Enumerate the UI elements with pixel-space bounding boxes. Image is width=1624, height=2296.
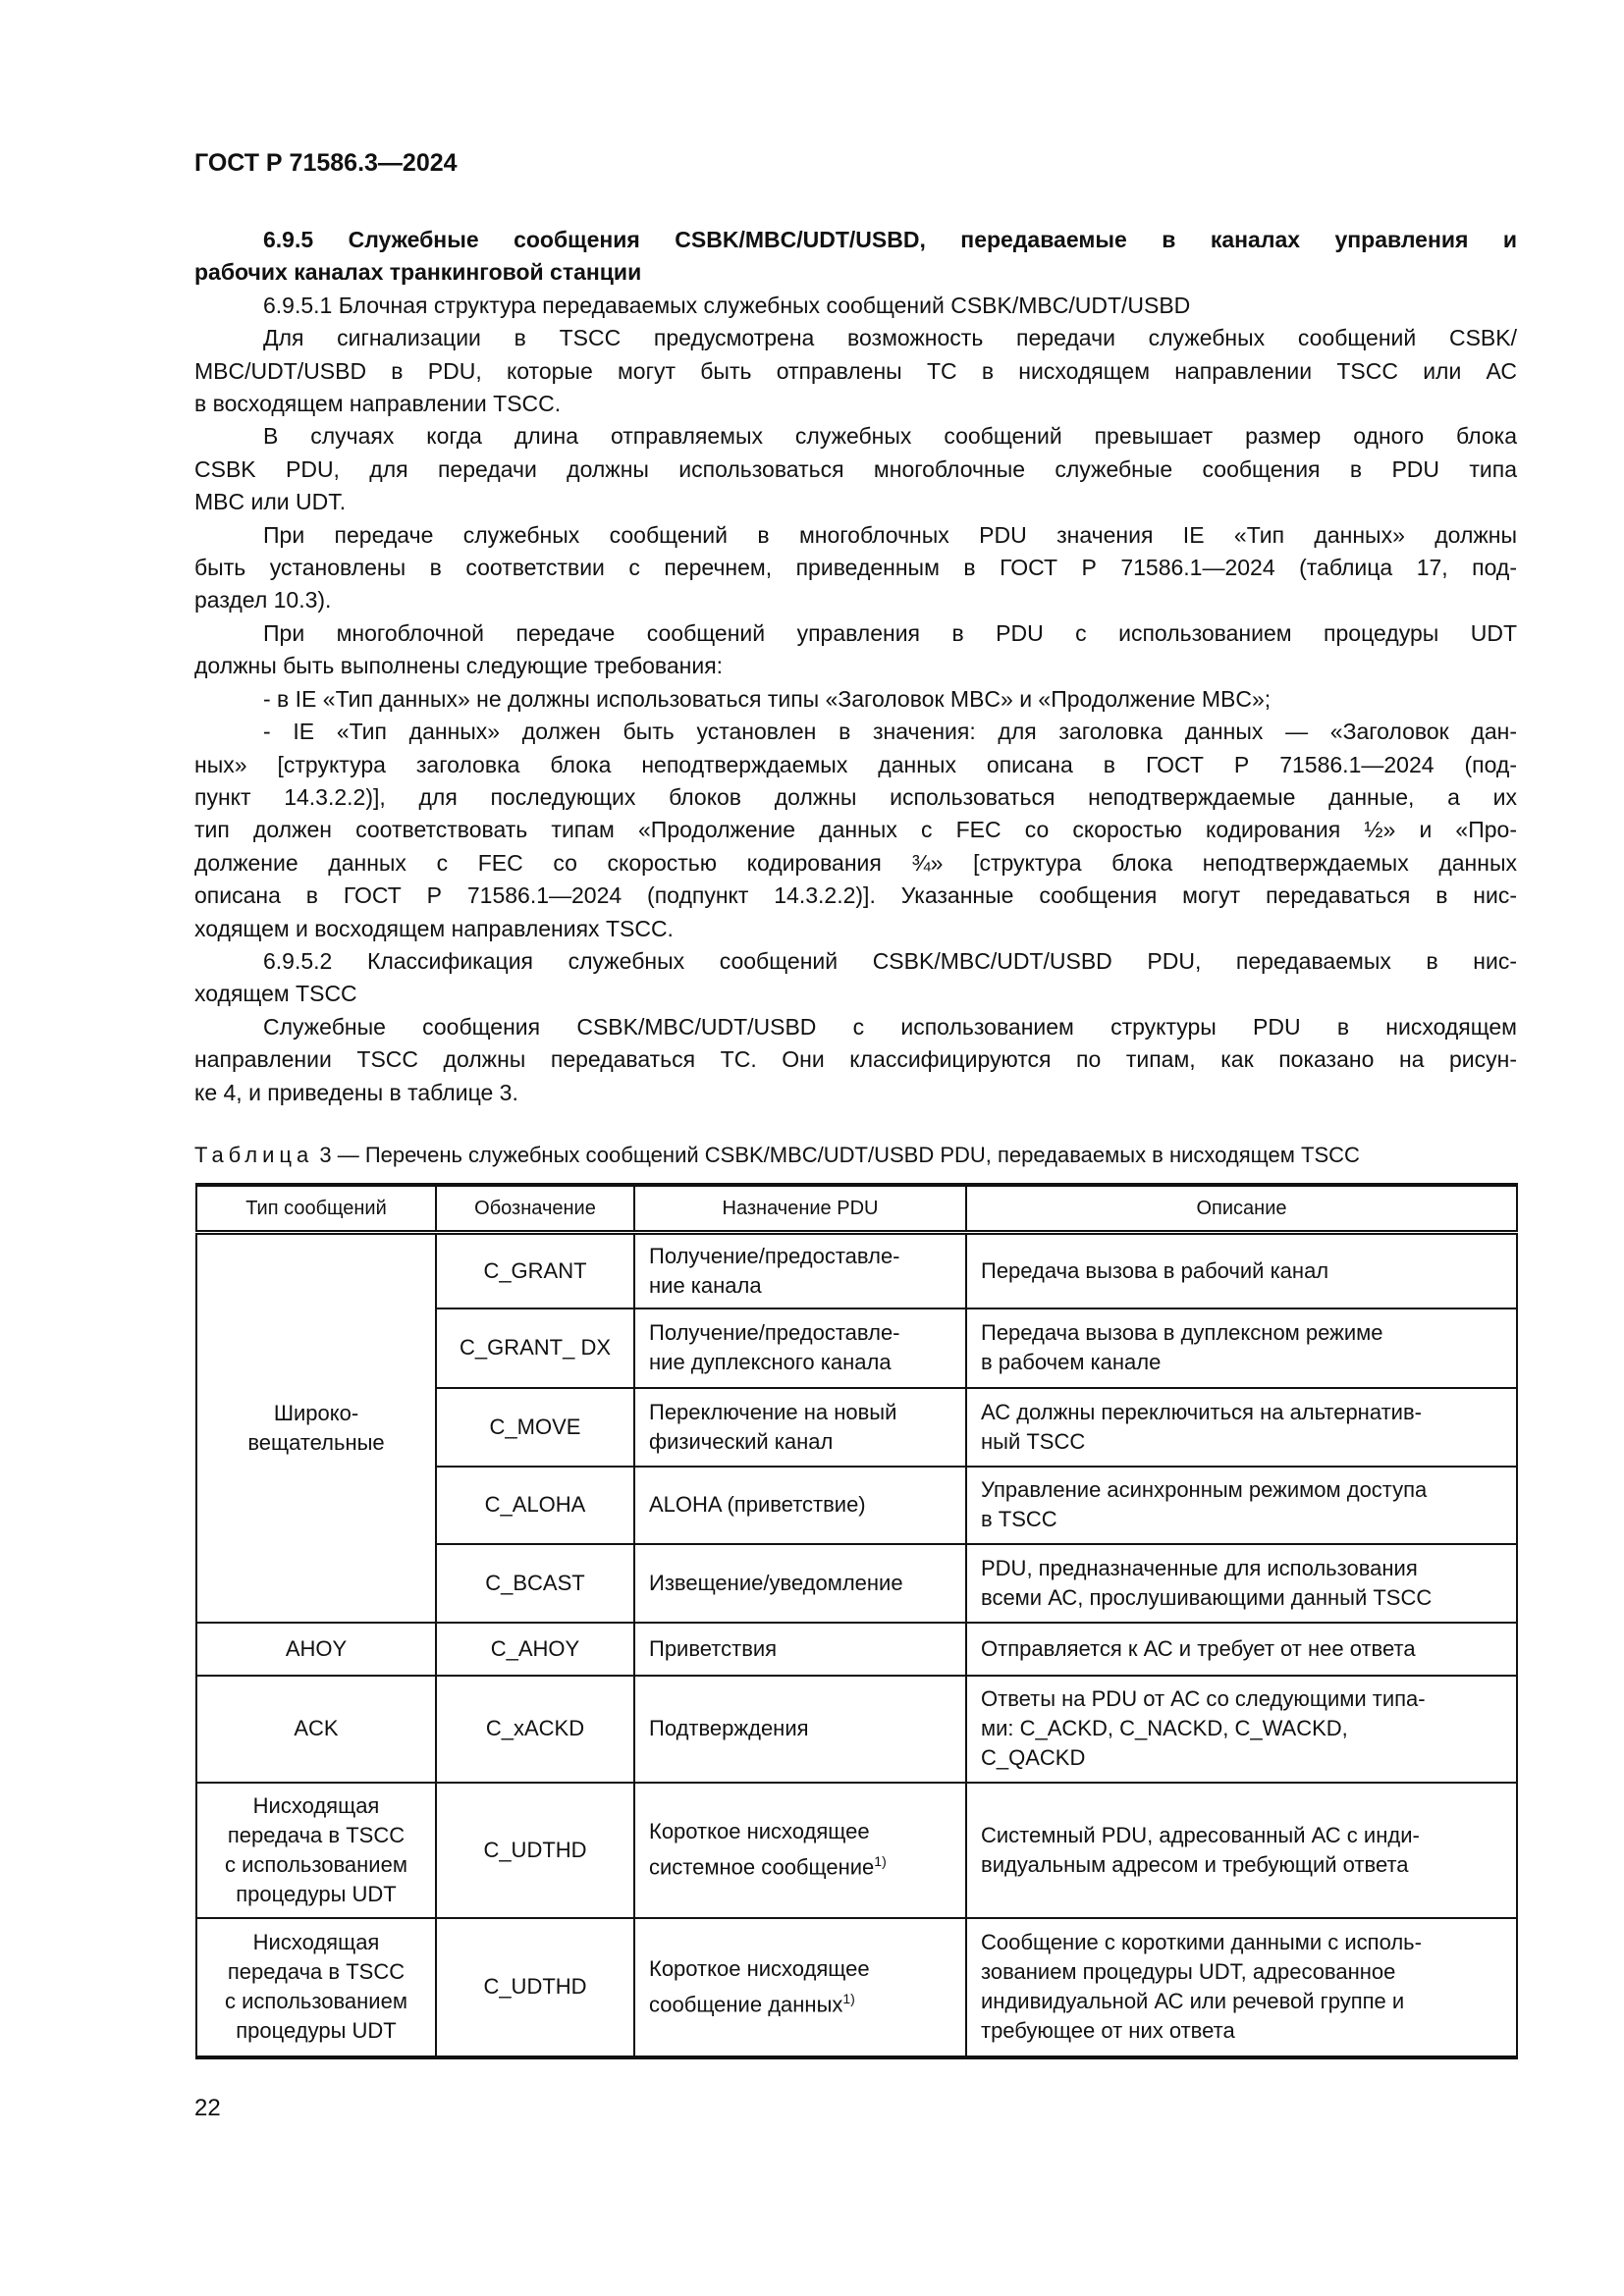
text-line: рабочих каналах транкинговой станции: [194, 259, 642, 286]
cell-purpose: [634, 1918, 966, 2057]
text-line: описана в ГОСТ Р 71586.1—2024 (подпункт 14.3.2.2)]. Указанные сообщения могут передаваться в нис-: [194, 882, 1517, 909]
cell-purpose-text: Извещение/уведомление: [649, 1570, 903, 1595]
cell-code-text: C_BCAST: [485, 1570, 585, 1595]
text-line: При многоблочной передаче сообщений управления в PDU с использованием процедуры UDT: [263, 619, 1517, 646]
table-caption-label: Таблица: [194, 1143, 314, 1167]
text-line: ке 4, и приведены в таблице 3.: [194, 1079, 518, 1105]
cell-type-text: AHOY: [285, 1635, 348, 1661]
cell-purpose: [634, 1233, 966, 1308]
cell-description-text: Сообщение с короткими данными с исполь- зованием процедуры UDT, адресованное индивидуальной АС или речевой группе и требующее от них ответа: [981, 1930, 1422, 2043]
cell-type: [196, 1918, 436, 2057]
cell-code: [436, 1544, 634, 1623]
cell-code: [436, 1388, 634, 1467]
cell-code: [436, 1623, 634, 1676]
paragraph: [194, 716, 1517, 945]
text-line: Для сигнализации в TSCC предусмотрена возможность передачи служебных сообщений CSBK/: [263, 325, 1517, 351]
cell-code-text: C_AHOY: [490, 1635, 580, 1661]
cell-purpose: [634, 1467, 966, 1544]
table-row: [196, 1623, 1517, 1676]
table-caption: [194, 1143, 1517, 1168]
cell-purpose: [634, 1388, 966, 1467]
cell-type-text: Нисходящая передача в TSCC с использованием процедуры UDT: [225, 1930, 407, 2043]
cell-description: [966, 1233, 1517, 1308]
column-header-code: Обозначение: [436, 1185, 634, 1233]
cell-purpose-text: Короткое нисходящее системное сообщение: [649, 1819, 875, 1880]
cell-purpose-text: Подтверждения: [649, 1716, 809, 1740]
cell-description-text: Управление асинхронным режимом доступа в TSCC: [981, 1477, 1428, 1531]
paragraph: [194, 322, 1517, 420]
cell-description: [966, 1623, 1517, 1676]
cell-purpose: [634, 1676, 966, 1783]
message-table: [195, 1183, 1518, 2059]
paragraph: [194, 1011, 1517, 1109]
cell-code-text: C_GRANT_ DX: [459, 1335, 612, 1360]
text-line: 6.9.5 Служебные сообщения CSBK/MBC/UDT/USBD, передаваемые в каналах управления и: [263, 227, 1517, 252]
cell-type-text: Широко- вещательные: [247, 1400, 385, 1455]
cell-type: [196, 1233, 436, 1623]
text-line: направлении TSCC должны передаваться ТС. Они классифицируются по типам, как показано на рисун-: [194, 1046, 1517, 1073]
text-line: В случаях когда длина отправляемых служебных сообщений превышает размер одного блока: [263, 423, 1517, 450]
cell-description: [966, 1467, 1517, 1544]
cell-purpose-text: Короткое нисходящее сообщение данных: [649, 1955, 870, 2017]
cell-code: [436, 1233, 634, 1308]
table-row: [196, 1783, 1517, 1918]
cell-type-text: Нисходящая передача в TSCC с использованием процедуры UDT: [225, 1792, 407, 1906]
text-line: должение данных с FEC со скоростью кодирования ¾» [структура блока неподтверждаемых данных: [194, 849, 1517, 876]
paragraph: [194, 519, 1517, 617]
cell-description-text: PDU, предназначенные для использования всеми АС, прослушивающими данный TSCC: [981, 1555, 1433, 1610]
text-line: 6.9.5.2 Классификация служебных сообщений CSBK/MBC/UDT/USBD PDU, передаваемых в нис-: [263, 947, 1517, 974]
cell-code-text: C_xACKD: [485, 1716, 585, 1740]
text-line: тип должен соответствовать типам «Продолжение данных с FEC со скоростью кодирования ½» и «Про-: [194, 817, 1517, 843]
cell-type: [196, 1676, 436, 1783]
text-line: - IE «Тип данных» должен быть установлен в значения: для заголовка данных — «Заголовок дан-: [263, 719, 1517, 745]
cell-code: [436, 1918, 634, 2057]
cell-code-text: C_GRANT: [483, 1257, 587, 1283]
section-heading: [194, 224, 1517, 290]
text-line: - в IE «Тип данных» не должны использоваться типы «Заголовок MBC» и «Продолжение MBC»;: [263, 685, 1272, 712]
cell-code-text: C_UDTHD: [483, 1974, 587, 1999]
cell-type: [196, 1623, 436, 1676]
text-line: MBC или UDT.: [194, 489, 347, 515]
cell-purpose: [634, 1783, 966, 1918]
footnote-ref: 1): [842, 1990, 855, 2006]
text-line: пункт 14.3.2.2)], для последующих блоков должны использоваться неподтверждаемые данные, а их: [194, 783, 1517, 810]
cell-type: [196, 1783, 436, 1918]
cell-code-text: C_MOVE: [489, 1414, 581, 1439]
cell-description-text: Передача вызова в рабочий канал: [981, 1257, 1329, 1283]
cell-purpose-text: Переключение на новый физический канал: [649, 1399, 897, 1454]
cell-description: [966, 1918, 1517, 2057]
table-row: [196, 1233, 1517, 1308]
document-body: [194, 224, 1517, 1109]
text-line: 6.9.5.1 Блочная структура передаваемых служебных сообщений CSBK/MBC/UDT/USBD: [263, 292, 1191, 318]
cell-code: [436, 1308, 634, 1388]
table-row: [196, 1918, 1517, 2057]
text-line: раздел 10.3).: [194, 587, 332, 614]
paragraph: [194, 617, 1517, 683]
text-line: ных» [структура заголовка блока неподтверждаемых данных описана в ГОСТ Р 71586.1—2024 (под-: [194, 751, 1517, 777]
cell-code: [436, 1783, 634, 1918]
paragraph: [194, 420, 1517, 518]
cell-type-text: ACK: [294, 1716, 339, 1740]
cell-code-text: C_UDTHD: [483, 1837, 587, 1862]
cell-purpose-text: Приветствия: [649, 1635, 778, 1661]
text-line: Служебные сообщения CSBK/MBC/UDT/USBD с использованием структуры PDU в нисходящем: [263, 1013, 1517, 1040]
paragraph: [194, 945, 1517, 1011]
cell-purpose-text: ALOHA (приветствие): [649, 1492, 866, 1517]
cell-purpose: [634, 1623, 966, 1676]
cell-purpose: [634, 1308, 966, 1388]
text-line: должны быть выполнены следующие требования:: [194, 653, 724, 679]
text-line: При передаче служебных сообщений в многоблочных PDU значения IE «Тип данных» должны: [263, 521, 1517, 548]
cell-description: [966, 1388, 1517, 1467]
paragraph: [194, 290, 1517, 322]
footnote-ref: 1): [874, 1853, 887, 1870]
cell-description: [966, 1783, 1517, 1918]
text-line: CSBK PDU, для передачи должны использоваться многоблочные служебные сообщения в PDU типа: [194, 455, 1517, 482]
cell-code: [436, 1467, 634, 1544]
paragraph: [194, 683, 1517, 716]
text-line: ходящем TSCC: [194, 981, 357, 1007]
cell-description: [966, 1676, 1517, 1783]
cell-purpose-text: Получение/предоставле- ние дуплексного канала: [649, 1320, 900, 1374]
cell-code-text: C_ALOHA: [484, 1492, 586, 1517]
cell-purpose: [634, 1544, 966, 1623]
text-line: ходящем и восходящем направлениях TSCC.: [194, 915, 674, 941]
cell-code: [436, 1676, 634, 1783]
cell-description: [966, 1544, 1517, 1623]
cell-description-text: Передача вызова в дуплексном режиме в рабочем канале: [981, 1320, 1383, 1374]
cell-description-text: АС должны переключиться на альтернатив- ный TSCC: [981, 1399, 1422, 1454]
document-header: ГОСТ Р 71586.3—2024: [194, 149, 458, 177]
cell-description: [966, 1308, 1517, 1388]
column-header-type: Тип сообщений: [196, 1185, 436, 1233]
table-row: [196, 1676, 1517, 1783]
text-line: в восходящем направлении TSCC.: [194, 391, 562, 417]
cell-description-text: Ответы на PDU от АС со следующими типа- ми: C_ACKD, C_NACKD, C_WACKD, C_QACKD: [981, 1686, 1426, 1770]
cell-description-text: Системный PDU, адресованный АС с инди- видуальным адресом и требующий ответа: [981, 1822, 1420, 1877]
cell-purpose-text: Получение/предоставле- ние канала: [649, 1243, 900, 1298]
cell-description-text: Отправляется к АС и требует от нее ответа: [981, 1635, 1416, 1661]
column-header-purpose: Назначение PDU: [634, 1185, 966, 1233]
table-header-row: [196, 1185, 1517, 1233]
column-header-description: Описание: [966, 1185, 1517, 1233]
text-line: MBC/UDT/USBD в PDU, которые могут быть отправлены ТС в нисходящем направлении TSCC или АС: [194, 357, 1517, 384]
table-caption-text: 3 — Перечень служебных сообщений CSBK/MBC/UDT/USBD PDU, передаваемых в нисходящем TSCC: [313, 1143, 1360, 1167]
text-line: быть установлены в соответствии с перечнем, приведенным в ГОСТ Р 71586.1—2024 (таблица 17, под-: [194, 555, 1517, 581]
page-number: 22: [194, 2095, 221, 2121]
